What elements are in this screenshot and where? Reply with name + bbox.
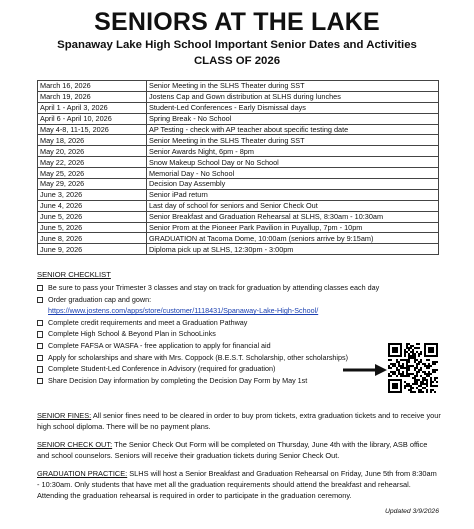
checklist-item: Complete High School & Beyond Plan in SchooLinks (37, 328, 447, 340)
schedule-event: AP Testing - check with AP teacher about specific testing date (147, 124, 439, 135)
senior-fines-text: All senior fines need to be cleared in order to buy prom tickets, extra graduation tickets and to receive your high school diploma. There will be no payment plans. (37, 411, 441, 431)
schedule-event: Spring Break - No School (147, 113, 439, 124)
schedule-event: GRADUATION at Tacoma Dome, 10:00am (seniors arrive by 9:15am) (147, 233, 439, 244)
qr-code-icon[interactable] (388, 343, 438, 393)
schedule-date: April 1 - April 3, 2026 (38, 102, 147, 113)
graduation-practice-paragraph (37, 468, 441, 501)
checklist-item: Order graduation cap and gown: (37, 294, 447, 306)
schedule-table (37, 80, 439, 255)
checkbox-icon (37, 331, 43, 337)
class-of-heading: CLASS OF 2026 (193, 55, 281, 67)
schedule-date: May 25, 2026 (38, 168, 147, 179)
schedule-event: Diploma pick up at SLHS, 12:30pm - 3:00pm (147, 244, 439, 255)
schedule-row (38, 211, 439, 222)
schedule-event: Senior Prom at the Pioneer Park Pavilion in Puyallup, 7pm - 10pm (147, 222, 439, 233)
senior-checkout-text: The Senior Check Out Form will be completed on Thursday, June 4th with the library, ASB office and school counselors. Seniors will receive their graduation tickets during Senior Check Out. (37, 440, 428, 460)
schedule-row (38, 200, 439, 211)
checkbox-icon (37, 366, 43, 372)
checkbox-icon (37, 378, 43, 384)
schedule-date: June 5, 2026 (38, 222, 147, 233)
schedule-date: June 4, 2026 (38, 200, 147, 211)
checklist-item: Complete credit requirements and meet a Graduation Pathway (37, 317, 447, 329)
schedule-row (38, 157, 439, 168)
checkbox-icon (37, 285, 43, 291)
schedule-row (38, 124, 439, 135)
schedule-row (38, 189, 439, 200)
updated-date: Updated 3/9/2026 (384, 508, 439, 515)
schedule-event: Last day of school for seniors and Senior Check Out (147, 200, 439, 211)
senior-checkout-label: SENIOR CHECK OUT: (37, 440, 113, 449)
schedule-event: Memorial Day - No School (147, 168, 439, 179)
checklist-item: Complete Student-Led Conference in Advisory (required for graduation) (37, 363, 447, 375)
schedule-event: Decision Day Assembly (147, 179, 439, 190)
checklist-item: Apply for scholarships and share with Mrs. Coppock (B.E.S.T. Scholarship, other scholarships) (37, 352, 447, 364)
graduation-practice-text: SLHS will host a Senior Breakfast and Graduation Rehearsal on Friday, June 5th from 8:30am - 10:30am. Only students that have met all the graduation requirements should attend the breakfast and rehearsal. Attending the graduation rehearsal is required in order to participate in the graduation ceremony. (37, 469, 437, 500)
schedule-event: Senior Breakfast and Graduation Rehearsal at SLHS, 8:30am - 10:30am (147, 211, 439, 222)
schedule-row (38, 81, 439, 92)
checklist-item: Share Decision Day information by completing the Decision Day Form by May 1st (37, 375, 447, 387)
schedule-date: June 9, 2026 (38, 244, 147, 255)
schedule-date: May 18, 2026 (38, 135, 147, 146)
checklist-item: Complete FAFSA or WASFA - free application to apply for financial aid (37, 340, 447, 352)
schedule-row (38, 179, 439, 190)
schedule-event: Snow Makeup School Day or No School (147, 157, 439, 168)
schedule-event: Senior iPad return (147, 189, 439, 200)
checkbox-icon (37, 355, 43, 361)
schedule-row (38, 102, 439, 113)
schedule-row (38, 113, 439, 124)
checkbox-icon (37, 343, 43, 349)
schedule-date: March 19, 2026 (38, 91, 147, 102)
schedule-row (38, 146, 439, 157)
schedule-event: Senior Meeting in the SLHS Theater during SST (147, 81, 439, 92)
schedule-row (38, 135, 439, 146)
page-title: SENIORS AT THE LAKE (94, 8, 380, 36)
schedule-date: June 8, 2026 (38, 233, 147, 244)
schedule-date: April 6 - April 10, 2026 (38, 113, 147, 124)
schedule-date: May 20, 2026 (38, 146, 147, 157)
schedule-event: Jostens Cap and Gown distribution at SLHS during lunches (147, 91, 439, 102)
schedule-event: Student-Led Conferences - Early Dismissal days (147, 102, 439, 113)
right-arrow-icon (343, 364, 387, 376)
checklist-item: Be sure to pass your Trimester 3 classes and stay on track for graduation by attending classes each day (37, 282, 447, 294)
schedule-event: Senior Meeting in the SLHS Theater during SST (147, 135, 439, 146)
senior-fines-label: SENIOR FINES: (37, 411, 92, 420)
schedule-date: May 4-8, 11-15, 2026 (38, 124, 147, 135)
schedule-row (38, 168, 439, 179)
schedule-date: June 3, 2026 (38, 189, 147, 200)
checkbox-icon (37, 320, 43, 326)
schedule-event: Senior Awards Night, 6pm - 8pm (147, 146, 439, 157)
schedule-row (38, 244, 439, 255)
schedule-row (38, 91, 439, 102)
page-subtitle: Spanaway Lake High School Important Senior Dates and Activities (57, 39, 417, 51)
jostens-store-link[interactable]: https://www.jostens.com/apps/store/customer/1118431/Spanaway-Lake-High-School/ (48, 306, 319, 316)
checklist-heading: SENIOR CHECKLIST (37, 270, 111, 279)
schedule-row (38, 222, 439, 233)
graduation-practice-label: GRADUATION PRACTICE: (37, 469, 128, 478)
schedule-date: May 29, 2026 (38, 179, 147, 190)
schedule-date: June 5, 2026 (38, 211, 147, 222)
senior-fines-paragraph (37, 410, 441, 432)
schedule-date: March 16, 2026 (38, 81, 147, 92)
checkbox-icon (37, 297, 43, 303)
schedule-date: May 22, 2026 (38, 157, 147, 168)
schedule-row (38, 233, 439, 244)
senior-checkout-paragraph (37, 439, 441, 461)
